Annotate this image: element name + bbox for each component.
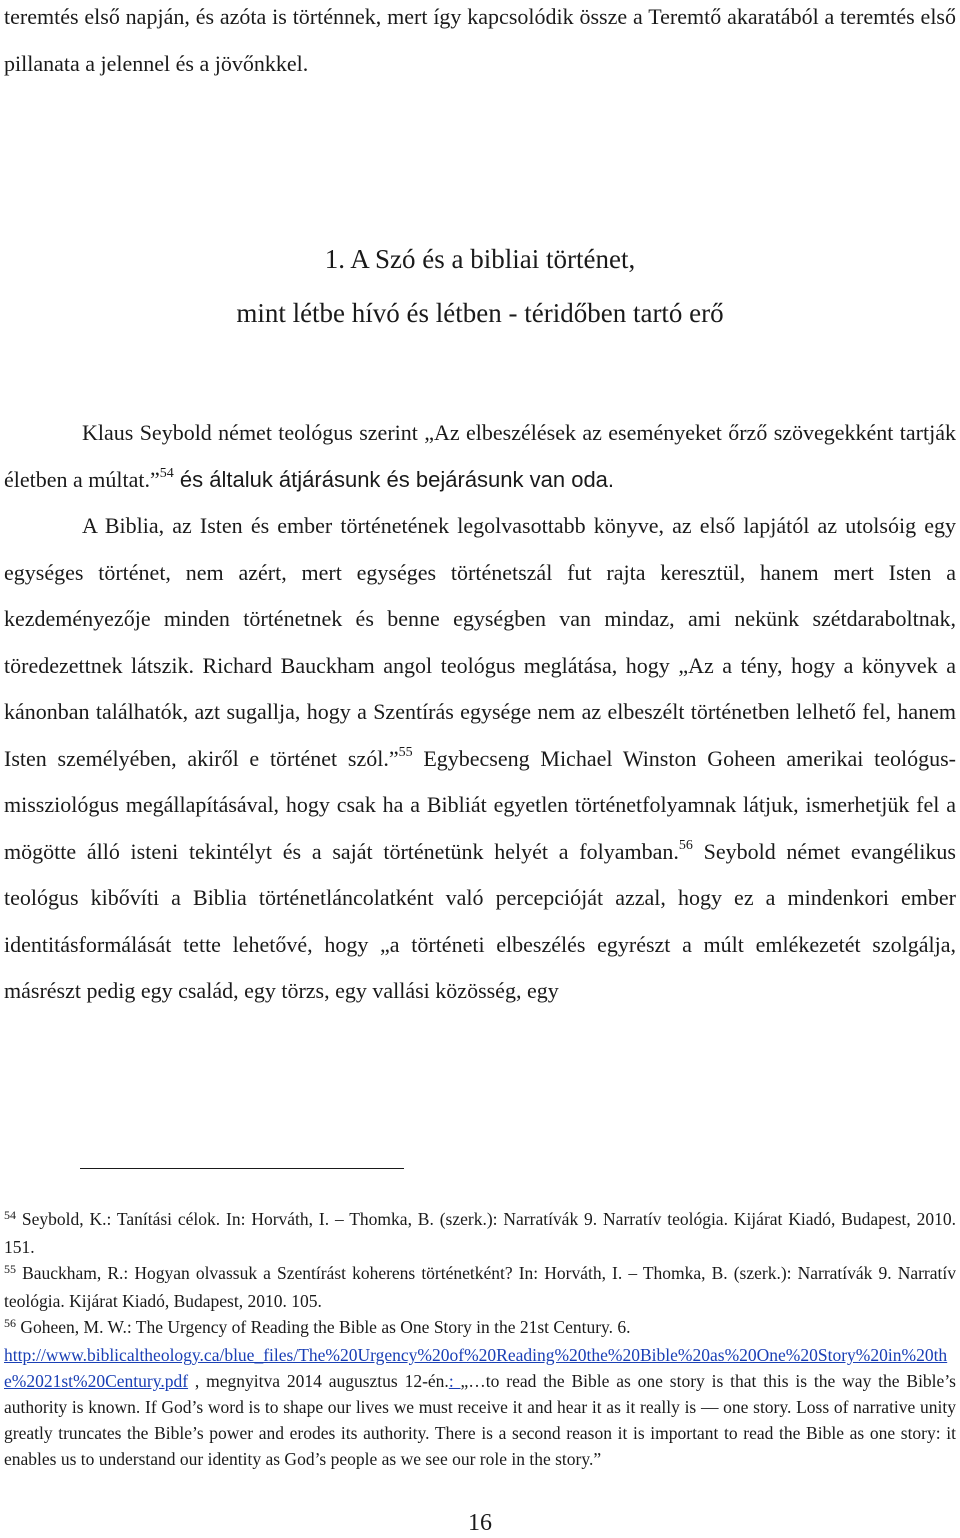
intro-paragraph	[0, 0, 960, 87]
footnote-54	[4, 1206, 956, 1260]
paragraph-2-text-b: Egybecseng Michael Winston Goheen amerikai teológus-missziológus megállapításával, hogy csak ha a Bibliát egyetlen történetfolyamnak látjuk, ismerhetjük fel a mögötte álló isteni tekintélyt és a saját történetünk helyét a folyamban.	[4, 745, 956, 864]
paragraph-2-text-c: Seybold német evangélikus teológus kibővíti a Biblia történetláncolatként való percepcióját azzal, hogy ez a mindenkori ember identitásformálását tette lehetővé, hogy „a történeti elbeszélés egyrészt a múlt emlékezetét szolgálja, másrészt pedig egy család, egy törzs, egy vallási közösség, egy	[4, 838, 956, 1003]
footnote-mark: 56	[4, 1316, 16, 1330]
footnote-ref-56[interactable]: 56	[678, 837, 693, 853]
intro-text: teremtés első napján, és azóta is történnek, mert így kapcsolódik össze a Teremtő akaratából a teremtés első pillanata a jelennel és a jövőnkkel.	[4, 4, 956, 76]
paragraph-1-text-a: Klaus Seybold német teológus szerint „Az elbeszélések az eseményeket őrző szövegekként tartják életben a múltat.”	[4, 420, 956, 492]
footnote-text: Goheen, M. W.: The Urgency of Reading the Bible as One Story in the 21st Century. 6.	[16, 1317, 631, 1337]
paragraph-2	[0, 503, 960, 1015]
footnote-divider	[80, 1168, 404, 1169]
footnote-text: Bauckham, R.: Hogyan olvassuk a Szentírást koherens történetként? In: Horváth, I. – Thomka, B. (szerk.): Narratívák 9. Narratív teológia. Kijárat Kiadó, Budapest, 2010. 105.	[4, 1263, 956, 1311]
footnote-mark: 55	[4, 1262, 16, 1276]
footnote-colon-link[interactable]: :	[448, 1371, 461, 1391]
section-heading	[0, 232, 960, 340]
footnote-after-link: , megnyitva 2014 augusztus 12-én.	[188, 1371, 449, 1391]
footnote-55	[4, 1260, 956, 1314]
paragraph-2-text-a: A Biblia, az Isten és ember történetének legolvasottabb könyve, az első lapjától az utolsóig egy egységes történet, nem azért, mert egységes történetszál fut rajta keresztül, hanem mert Isten a kezdeményezője minden történetnek és benne egységben van mindaz, ami nekünk szétdaraboltnak, töredezettnek látszik. Richard Bauckham angol teológus meglátása, hogy „Az a tény, hogy a könyvek a kánonban találhatók, azt sugallja, hogy a Szentírás egysége nem az elbeszélt történetben lelhető fel, hanem Isten személyében, akiről e történet szól.”	[4, 513, 956, 771]
footnote-ref-54[interactable]: 54	[159, 465, 174, 481]
footnote-text: Seybold, K.: Tanítási célok. In: Horváth, I. – Thomka, B. (szerk.): Narratívák 9. Narratív teológia. Kijárat Kiadó, Budapest, 2010. 151.	[4, 1209, 956, 1257]
body-text	[0, 410, 960, 1015]
heading-line-1: 1. A Szó és a bibliai történet,	[324, 244, 636, 274]
paragraph-1-text-b: és általuk átjárásunk és bejárásunk van oda.	[173, 466, 615, 492]
heading-line-2: mint létbe hívó és létben - téridőben tartó erő	[236, 298, 724, 328]
footnote-ref-55[interactable]: 55	[398, 744, 413, 760]
footnote-mark: 54	[4, 1208, 16, 1222]
footnotes	[0, 1206, 960, 1472]
footnote-link[interactable]: http://www.biblicaltheology.ca/blue_files/The%20Urgency%20of%20Reading%20the%20Bible%20as%20One%20Story%20in%20the%2021st%20Century.pdf	[4, 1345, 948, 1391]
footnote-56	[4, 1314, 956, 1472]
page-number: 16	[468, 1510, 492, 1536]
footnote-quote: „…to read the Bible as one story is that this is the way the Bible’s authority is known. If God’s word is to shape our lives we must receive it and hear it as it really is — one story. Loss of narrative unity greatly truncates the Bible’s power and erodes its authority. There is a second reason it is important to read the Bible as one story: it enables us to understand our identity as God’s people as we see our role in the story.”	[4, 1371, 956, 1469]
paragraph-1	[0, 410, 960, 503]
